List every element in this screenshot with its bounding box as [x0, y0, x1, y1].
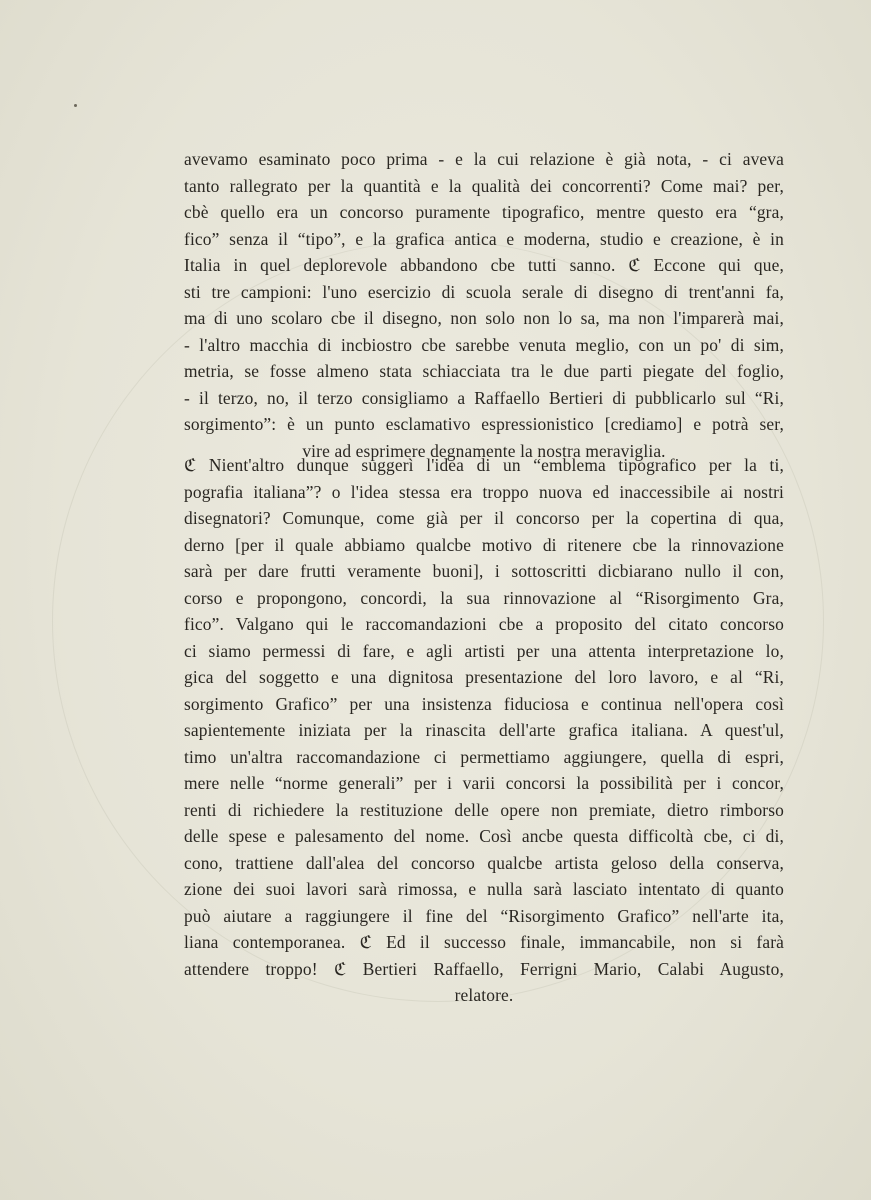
text-line: timo un'altra raccomandazione ci permettiamo aggiungere, quella di espri, — [184, 746, 784, 767]
paper-speck — [74, 104, 77, 107]
text-line: sorgimento”: è un punto esclamativo espressionistico [crediamo] e potrà ser, — [184, 414, 784, 434]
signature-relatore: relatore. — [454, 985, 514, 1005]
paragraph-1 — [184, 146, 784, 464]
text-line: ci siamo permessi di fare, e agli artisti per una attenta interpretazione lo, — [184, 640, 784, 661]
text-line: sti tre campioni: l'uno esercizio di scuola serale di disegno di trent'anni fa, — [184, 281, 784, 302]
text-line: mere nelle “norme generali” per i varii concorsi la possibilità per i concor, — [184, 773, 784, 793]
text-line: cono, trattiene dall'alea del concorso qualcbe artista geloso della conserva, — [184, 852, 784, 873]
text-line: gica del soggetto e una dignitosa presentazione del loro lavoro, e al “Ri, — [184, 667, 784, 687]
text-line: - l'altro macchia di incbiostro cbe sarebbe venuta meglio, con un po' di sim, — [184, 334, 784, 355]
text-line: zione dei suoi lavori sarà rimossa, e nulla sarà lasciato intentato di quanto — [184, 879, 784, 899]
text-line: liana contemporanea. ℭ Ed il successo finale, immancabile, non si farà — [184, 932, 784, 952]
text-line: ma di uno scolaro cbe il disegno, non solo non lo sa, ma non l'imparerà mai, — [184, 308, 784, 328]
text-line: può aiutare a raggiungere il fine del “Risorgimento Grafico” nell'arte ita, — [184, 905, 784, 926]
text-line-last: vire ad esprimere degnamente la nostra meraviglia. — [302, 440, 666, 461]
text-line: disegnatori? Comunque, come già per il concorso per la copertina di qua, — [184, 508, 784, 528]
text-line: tanto rallegrato per la quantità e la qualità dei concorrenti? Come mai? per, — [184, 175, 784, 196]
text-line: corso e propongono, concordi, la sua rinnovazione al “Risorgimento Gra, — [184, 587, 784, 608]
text-line: derno [per il quale abbiamo qualcbe motivo di ritenere cbe la rinnovazione — [184, 534, 784, 555]
text-line: delle spese e palesamento del nome. Così ancbe questa difficoltà cbe, ci di, — [184, 826, 784, 846]
text-line: cbè quello era un concorso puramente tipografico, mentre questo era “gra, — [184, 202, 784, 222]
text-line: attendere troppo! ℭ Bertieri Raffaello, Ferrigni Mario, Calabi Augusto, — [184, 958, 784, 979]
text-line: fico”. Valgano qui le raccomandazioni cbe a proposito del citato concorso — [184, 614, 784, 634]
text-line: sarà per dare frutti veramente buoni], i sottoscritti dicbiarano nullo il con, — [184, 561, 784, 581]
paragraph-2 — [184, 452, 784, 1009]
text-line: sapientemente iniziata per la rinascita dell'arte grafica italiana. A quest'ul, — [184, 720, 784, 740]
text-line: pografia italiana”? o l'idea stessa era troppo nuova ed inaccessibile ai nostri — [184, 481, 784, 502]
text-line: metria, se fosse almeno stata schiacciata tra le due parti piegate del foglio, — [184, 361, 784, 381]
text-line: ℭ Nient'altro dunque suggerì l'idea di un “emblema tipografico per la ti, — [184, 455, 784, 475]
text-line: - il terzo, no, il terzo consigliamo a Raffaello Bertieri di pubblicarlo sul “Ri, — [184, 387, 784, 408]
text-line: renti di richiedere la restituzione delle opere non premiate, dietro rimborso — [184, 799, 784, 820]
text-line: avevamo esaminato poco prima - e la cui relazione è già nota, - ci aveva — [184, 149, 784, 169]
text-line: sorgimento Grafico” per una insistenza fiduciosa e continua nell'opera così — [184, 693, 784, 714]
text-line: fico” senza il “tipo”, e la grafica antica e moderna, studio e creazione, è in — [184, 228, 784, 249]
text-line: Italia in quel deplorevole abbandono cbe tutti sanno. ℭ Eccone qui que, — [184, 255, 784, 275]
